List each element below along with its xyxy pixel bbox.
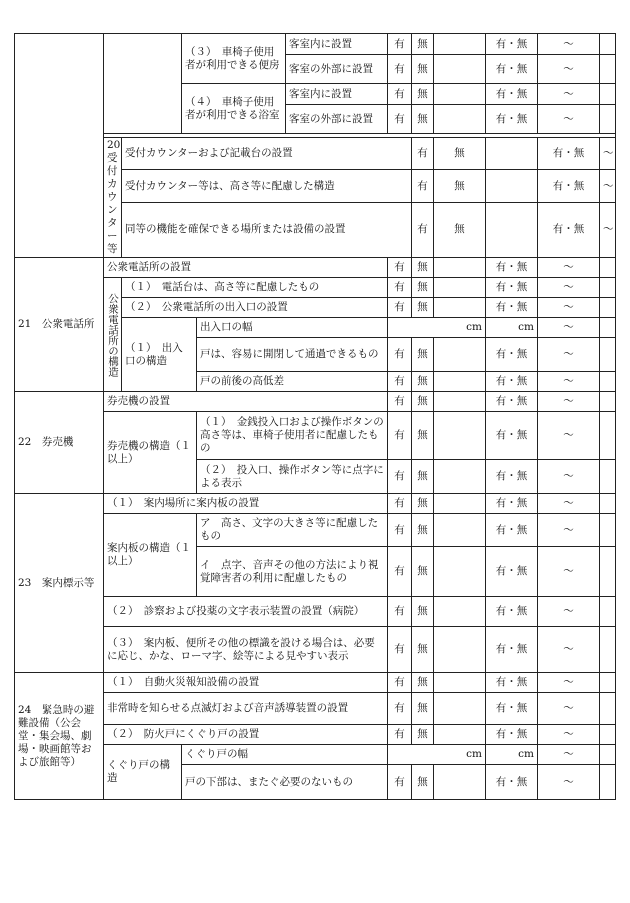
blank-cell xyxy=(600,412,616,460)
range-mark: ～ xyxy=(538,547,600,597)
no-mark[interactable]: 無 xyxy=(412,460,434,494)
yes-mark[interactable]: 有 xyxy=(412,202,434,257)
yes-mark[interactable]: 有 xyxy=(388,765,412,800)
range-mark: ～ xyxy=(538,392,600,412)
no-mark[interactable]: 無 xyxy=(412,105,434,134)
no-mark[interactable]: 無 xyxy=(412,514,434,547)
blank-cell xyxy=(434,673,486,693)
no-mark[interactable]: 無 xyxy=(412,494,434,514)
range-mark: ～ xyxy=(538,278,600,298)
yes-no-choice[interactable]: 有・無 xyxy=(486,338,538,372)
yes-no-choice[interactable]: 有・無 xyxy=(538,170,600,202)
blank-cell xyxy=(434,412,486,460)
yes-no-choice[interactable]: 有・無 xyxy=(486,514,538,547)
blank-cell xyxy=(434,494,486,514)
blank-cell xyxy=(434,278,486,298)
blank-cell xyxy=(434,547,486,597)
item-label: 客室の外部に設置 xyxy=(286,105,388,134)
blank-cell xyxy=(600,745,616,765)
range-mark: ～ xyxy=(538,34,600,55)
blank-cell xyxy=(600,597,616,627)
blank-cell xyxy=(600,392,616,412)
yes-no-choice[interactable]: 有・無 xyxy=(486,298,538,318)
blank-cell xyxy=(600,765,616,800)
range-mark: ～ xyxy=(538,298,600,318)
unit-cm: cm xyxy=(486,318,538,338)
blank-cell xyxy=(434,627,486,673)
section-title: 22 券売機 xyxy=(15,392,104,494)
blank-cell xyxy=(600,318,616,338)
no-mark[interactable]: 無 xyxy=(412,765,434,800)
yes-mark[interactable]: 有 xyxy=(388,372,412,392)
item-label: 同等の機能を確保できる場所または設備の設置 xyxy=(122,202,412,257)
blank-cell xyxy=(600,278,616,298)
yes-no-choice[interactable]: 有・無 xyxy=(486,460,538,494)
blank-cell xyxy=(600,105,616,134)
blank-cell xyxy=(434,34,486,55)
blank-cell xyxy=(600,258,616,278)
range-mark: ～ xyxy=(538,338,600,372)
item-label: 客室内に設置 xyxy=(286,34,388,55)
no-mark[interactable]: 無 xyxy=(412,673,434,693)
vertical-label: 公衆電話所の構造 xyxy=(104,278,122,392)
item-label: 客室内に設置 xyxy=(286,84,388,105)
no-mark[interactable]: 無 xyxy=(412,547,434,597)
blank-cell xyxy=(600,55,616,84)
blank-cell xyxy=(486,138,538,170)
no-mark[interactable]: 無 xyxy=(412,338,434,372)
yes-mark[interactable]: 有 xyxy=(388,258,412,278)
yes-no-choice[interactable]: 有・無 xyxy=(486,55,538,84)
section-title: 20 受付カウンター等 xyxy=(104,138,122,258)
range-mark: ～ xyxy=(600,170,616,202)
blank-cell xyxy=(600,673,616,693)
no-mark[interactable]: 無 xyxy=(434,170,486,202)
blank-cell xyxy=(434,105,486,134)
yes-mark[interactable]: 有 xyxy=(388,34,412,55)
blank-cell xyxy=(434,372,486,392)
yes-no-choice[interactable]: 有・無 xyxy=(486,693,538,725)
yes-mark[interactable]: 有 xyxy=(388,627,412,673)
blank-cell xyxy=(486,170,538,202)
item-label: 非常時を知らせる点滅灯および音声誘導装置の設置 xyxy=(104,693,388,725)
item-label: （２） 診察および投薬の文字表示装置の設置（病院） xyxy=(104,597,388,627)
yes-no-choice[interactable]: 有・無 xyxy=(486,765,538,800)
yes-no-choice[interactable]: 有・無 xyxy=(486,258,538,278)
table-row xyxy=(15,725,616,745)
range-mark: ～ xyxy=(538,745,600,765)
no-mark[interactable]: 無 xyxy=(412,392,434,412)
yes-mark[interactable]: 有 xyxy=(388,673,412,693)
section-title: 24 緊急時の避難設備（公会堂・集会場、劇場・映画館等および旅館等） xyxy=(15,673,104,800)
item-label: 公衆電話所の設置 xyxy=(104,258,388,278)
item-label: （３） 案内板、便所その他の標識を設ける場合は、必要に応じ、かな、ローマ字、絵等による見やすい表示 xyxy=(104,627,388,673)
item-label: 受付カウンターおよび記載台の設置 xyxy=(122,138,412,170)
yes-mark[interactable]: 有 xyxy=(388,597,412,627)
section-title: 23 案内標示等 xyxy=(15,494,104,673)
range-mark: ～ xyxy=(538,597,600,627)
guide-board-structure: 案内板の構造（１以上） xyxy=(104,514,197,597)
item-label: （１） 金銭投入口および操作ボタンの高さ等は、車椅子使用者に配慮したもの xyxy=(197,412,388,460)
blank-cell xyxy=(600,514,616,547)
range-mark: ～ xyxy=(538,494,600,514)
item-label: 戸の下部は、またぐ必要のないもの xyxy=(182,765,388,800)
item-label: イ 点字、音声その他の方法により視覚障害者の利用に配慮したもの xyxy=(197,547,388,597)
range-mark: ～ xyxy=(538,514,600,547)
unit-cm: cm xyxy=(486,745,538,765)
yes-no-choice[interactable]: 有・無 xyxy=(538,138,600,170)
no-mark[interactable]: 無 xyxy=(434,202,486,257)
yes-no-choice[interactable]: 有・無 xyxy=(486,627,538,673)
yes-mark[interactable]: 有 xyxy=(388,84,412,105)
blank-cell xyxy=(600,460,616,494)
bathroom-label: （４） 車椅子使用者が利用できる浴室 xyxy=(182,84,286,134)
yes-mark[interactable]: 有 xyxy=(388,494,412,514)
blank-cell xyxy=(600,34,616,55)
no-mark[interactable]: 無 xyxy=(412,412,434,460)
item-label: （２） 投入口、操作ボタン等に点字による表示 xyxy=(197,460,388,494)
table-row xyxy=(15,494,616,514)
blank-cell xyxy=(434,258,486,278)
yes-no-choice[interactable]: 有・無 xyxy=(486,105,538,134)
table-row xyxy=(15,412,616,460)
table-row xyxy=(15,34,616,55)
blank-cell xyxy=(600,298,616,318)
blank-cell xyxy=(434,55,486,84)
range-mark: ～ xyxy=(538,372,600,392)
yes-mark[interactable]: 有 xyxy=(388,105,412,134)
no-mark[interactable]: 無 xyxy=(434,138,486,170)
range-mark: ～ xyxy=(538,105,600,134)
table-row xyxy=(15,627,616,673)
yes-no-choice[interactable]: 有・無 xyxy=(486,372,538,392)
no-mark[interactable]: 無 xyxy=(412,55,434,84)
checklist-table xyxy=(14,33,616,800)
yes-no-choice[interactable]: 有・無 xyxy=(538,202,600,257)
table-row xyxy=(15,392,616,412)
no-mark[interactable]: 無 xyxy=(412,693,434,725)
section-19-blank xyxy=(104,34,182,134)
yes-no-choice[interactable]: 有・無 xyxy=(486,84,538,105)
no-mark[interactable]: 無 xyxy=(412,278,434,298)
yes-no-choice[interactable]: 有・無 xyxy=(486,494,538,514)
item-label: （１） 電話台は、高さ等に配慮したもの xyxy=(122,278,388,298)
item-label: 受付カウンター等は、高さ等に配慮した構造 xyxy=(122,170,412,202)
yes-no-choice[interactable]: 有・無 xyxy=(486,392,538,412)
blank-cell xyxy=(600,84,616,105)
wicket-door-structure: くぐり戸の構造 xyxy=(104,745,182,800)
blank-cell xyxy=(434,84,486,105)
item-label: 戸は、容易に開閉して通過できるもの xyxy=(197,338,388,372)
table-row xyxy=(15,278,616,298)
blank-cell xyxy=(434,514,486,547)
table-row xyxy=(15,258,616,278)
blank-cell xyxy=(600,372,616,392)
item-label: 戸の前後の高低差 xyxy=(197,372,388,392)
item-label: 券売機の設置 xyxy=(104,392,388,412)
blank-cell xyxy=(600,547,616,597)
range-mark: ～ xyxy=(538,460,600,494)
item-label: ア 高さ、文字の大きさ等に配慮したもの xyxy=(197,514,388,547)
no-mark[interactable]: 無 xyxy=(412,597,434,627)
item-label: （２） 防火戸にくぐり戸の設置 xyxy=(104,725,388,745)
range-mark: ～ xyxy=(538,318,600,338)
range-mark: ～ xyxy=(538,258,600,278)
table-row xyxy=(15,514,616,547)
yes-no-choice[interactable]: 有・無 xyxy=(486,34,538,55)
no-mark[interactable]: 無 xyxy=(412,84,434,105)
yes-mark[interactable]: 有 xyxy=(388,55,412,84)
toilet-room-label: （３） 車椅子使用者が利用できる便房 xyxy=(182,34,286,84)
blank-cell xyxy=(434,460,486,494)
yes-no-choice[interactable]: 有・無 xyxy=(486,725,538,745)
item-label: （１） 自動火災報知設備の設置 xyxy=(104,673,388,693)
door-structure-label: （１） 出入口の構造 xyxy=(122,318,197,392)
range-mark: ～ xyxy=(538,412,600,460)
range-mark: ～ xyxy=(600,202,616,257)
yes-mark[interactable]: 有 xyxy=(388,278,412,298)
item-label: （２） 公衆電話所の出入口の設置 xyxy=(122,298,388,318)
yes-no-choice[interactable]: 有・無 xyxy=(486,597,538,627)
yes-mark[interactable]: 有 xyxy=(388,412,412,460)
blank-cell xyxy=(434,338,486,372)
range-mark: ～ xyxy=(538,84,600,105)
item-label: （１） 案内場所に案内板の設置 xyxy=(104,494,388,514)
yes-no-choice[interactable]: 有・無 xyxy=(486,673,538,693)
blank-cell xyxy=(434,765,486,800)
yes-mark[interactable]: 有 xyxy=(388,392,412,412)
no-mark[interactable]: 無 xyxy=(412,258,434,278)
yes-no-choice[interactable]: 有・無 xyxy=(486,412,538,460)
range-mark: ～ xyxy=(538,693,600,725)
no-mark[interactable]: 無 xyxy=(412,725,434,745)
yes-mark[interactable]: 有 xyxy=(388,514,412,547)
range-mark: ～ xyxy=(538,725,600,745)
yes-mark[interactable]: 有 xyxy=(388,725,412,745)
blank-cell xyxy=(434,597,486,627)
table-row xyxy=(15,693,616,725)
blank-cell xyxy=(600,338,616,372)
yes-mark[interactable]: 有 xyxy=(388,298,412,318)
section-19-cell xyxy=(15,34,104,258)
blank-cell xyxy=(486,202,538,257)
no-mark[interactable]: 無 xyxy=(412,34,434,55)
no-mark[interactable]: 無 xyxy=(412,298,434,318)
ticket-machine-structure: 券売機の構造（１以上） xyxy=(104,412,197,494)
table-row xyxy=(15,673,616,693)
blank-cell xyxy=(434,725,486,745)
unit-cm: cm xyxy=(388,318,486,338)
range-mark: ～ xyxy=(538,55,600,84)
yes-mark[interactable]: 有 xyxy=(388,693,412,725)
yes-mark[interactable]: 有 xyxy=(388,460,412,494)
item-label: 出入口の幅 xyxy=(197,318,388,338)
no-mark[interactable]: 無 xyxy=(412,627,434,673)
blank-cell xyxy=(434,392,486,412)
blank-cell xyxy=(600,627,616,673)
item-label: くぐり戸の幅 xyxy=(182,745,388,765)
section-title: 21 公衆電話所 xyxy=(15,258,104,392)
range-mark: ～ xyxy=(600,138,616,170)
yes-no-choice[interactable]: 有・無 xyxy=(486,278,538,298)
yes-mark[interactable]: 有 xyxy=(388,547,412,597)
no-mark[interactable]: 無 xyxy=(412,372,434,392)
blank-cell xyxy=(600,725,616,745)
yes-mark[interactable]: 有 xyxy=(412,170,434,202)
table-row xyxy=(15,745,616,765)
range-mark: ～ xyxy=(538,627,600,673)
table-row xyxy=(15,597,616,627)
yes-mark[interactable]: 有 xyxy=(412,138,434,170)
blank-cell xyxy=(600,693,616,725)
blank-cell xyxy=(434,693,486,725)
table-row xyxy=(15,138,616,170)
blank-cell xyxy=(434,298,486,318)
unit-cm: cm xyxy=(388,745,486,765)
blank-cell xyxy=(600,494,616,514)
yes-mark[interactable]: 有 xyxy=(388,338,412,372)
item-label: 客室の外部に設置 xyxy=(286,55,388,84)
yes-no-choice[interactable]: 有・無 xyxy=(486,547,538,597)
range-mark: ～ xyxy=(538,765,600,800)
range-mark: ～ xyxy=(538,673,600,693)
